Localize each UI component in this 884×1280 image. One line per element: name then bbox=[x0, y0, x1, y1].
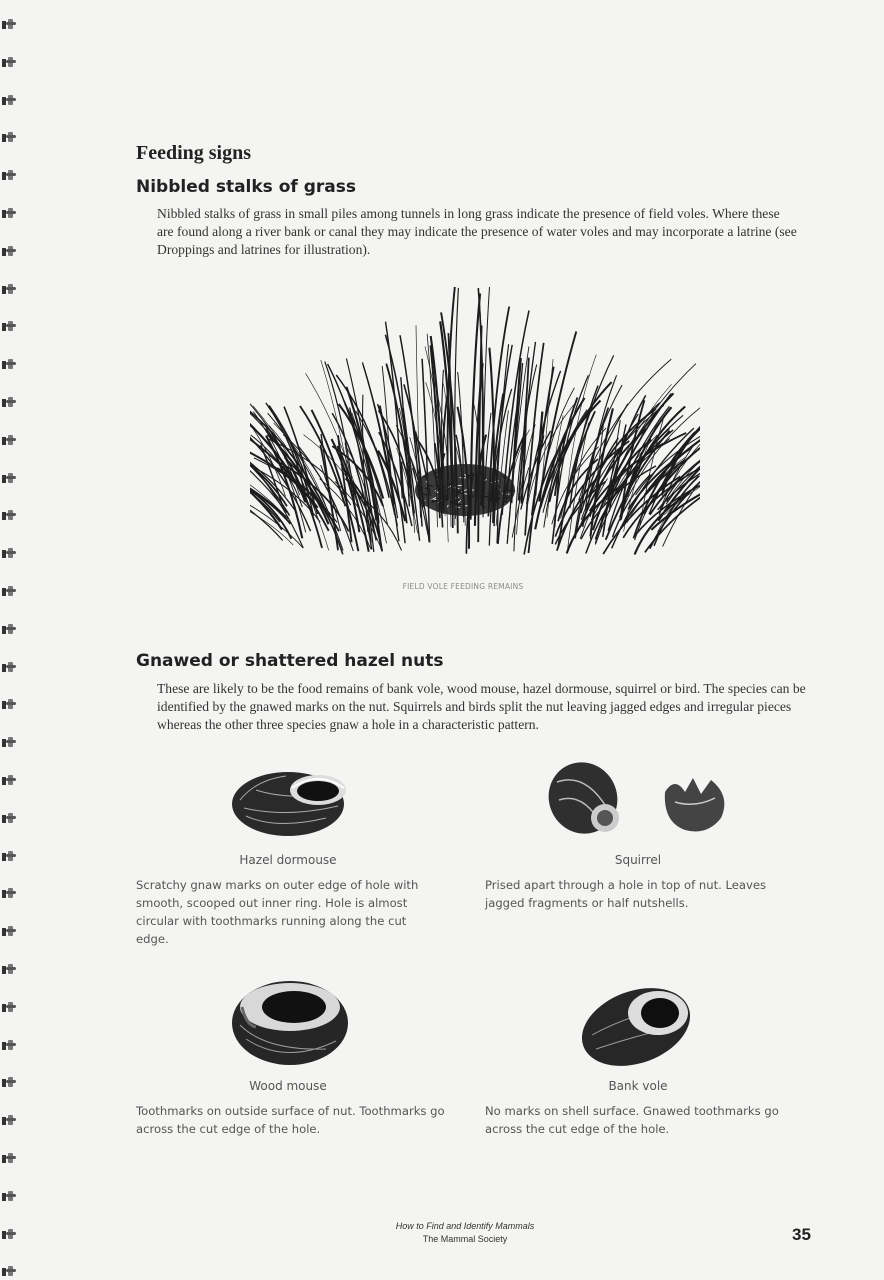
binding-ring bbox=[2, 434, 16, 446]
binding-ring bbox=[2, 245, 16, 257]
binding-ring bbox=[2, 698, 16, 710]
binding-ring bbox=[2, 1152, 16, 1164]
illustration-caption: FIELD VOLE FEEDING REMAINS bbox=[402, 582, 524, 591]
binding-ring bbox=[2, 661, 16, 673]
bank-vole-nut-illustration bbox=[578, 975, 708, 1070]
section-title-nuts: Gnawed or shattered hazel nuts bbox=[136, 651, 444, 671]
grass-paragraph: Nibbled stalks of grass in small piles among tunnels in long grass indicate the presence of field voles. Where these are found along a river bank or canal they may indicate the presence of water voles and may incorporate a latrine (see Droppings and latrines for illustration). bbox=[157, 206, 797, 257]
spiral-binding bbox=[0, 0, 26, 1280]
binding-ring bbox=[2, 1001, 16, 1013]
wood-mouse-nut-illustration bbox=[226, 975, 356, 1070]
binding-ring bbox=[2, 963, 16, 975]
binding-ring bbox=[2, 585, 16, 597]
binding-ring bbox=[2, 320, 16, 332]
nut-desc-squirrel: Prised apart through a hole in top of nut. Leaves jagged fragments or half nutshells. bbox=[485, 878, 767, 910]
squirrel-nut-illustration bbox=[535, 752, 745, 842]
binding-ring bbox=[2, 509, 16, 521]
nut-name-hazel-dormouse: Hazel dormouse bbox=[239, 853, 337, 867]
binding-ring bbox=[2, 925, 16, 937]
binding-ring bbox=[2, 1228, 16, 1240]
binding-ring bbox=[2, 283, 16, 295]
binding-ring bbox=[2, 774, 16, 786]
binding-ring bbox=[2, 472, 16, 484]
binding-ring bbox=[2, 887, 16, 899]
section-title-grass: Nibbled stalks of grass bbox=[136, 177, 356, 197]
footer-publisher: The Mammal Society bbox=[422, 1234, 508, 1244]
nuts-paragraph: These are likely to be the food remains of bank vole, wood mouse, hazel dormouse, squirrel or bird. The species can be identified by the gnawed marks on the nut. Squirrels and birds split the nut leaving jagged edges and irregular pieces whereas the other three species gnaw a hole in a characteristic pattern. bbox=[157, 681, 806, 732]
page-heading: Feeding signs bbox=[136, 142, 252, 164]
field-vole-feeding-illustration bbox=[250, 285, 700, 580]
nut-name-wood-mouse: Wood mouse bbox=[249, 1079, 327, 1093]
nut-desc-hazel-dormouse: Scratchy gnaw marks on outer edge of hole with smooth, scooped out inner ring. Hole is almost circular with toothmarks running along the cut edge. bbox=[136, 878, 419, 946]
nut-desc-wood-mouse: Toothmarks on outside surface of nut. Toothmarks go across the cut edge of the hole. bbox=[136, 1104, 445, 1136]
binding-ring bbox=[2, 623, 16, 635]
binding-ring bbox=[2, 1190, 16, 1202]
nut-name-bank-vole: Bank vole bbox=[608, 1079, 668, 1093]
binding-ring bbox=[2, 547, 16, 559]
binding-ring bbox=[2, 207, 16, 219]
binding-ring bbox=[2, 1039, 16, 1051]
binding-ring bbox=[2, 56, 16, 68]
binding-ring bbox=[2, 358, 16, 370]
binding-ring bbox=[2, 1114, 16, 1126]
binding-ring bbox=[2, 736, 16, 748]
binding-ring bbox=[2, 1076, 16, 1088]
binding-ring bbox=[2, 812, 16, 824]
binding-ring bbox=[2, 131, 16, 143]
nut-name-squirrel: Squirrel bbox=[614, 853, 662, 867]
page-number: 35 bbox=[792, 1225, 811, 1244]
nut-desc-bank-vole: No marks on shell surface. Gnawed toothmarks go across the cut edge of the hole. bbox=[485, 1104, 779, 1136]
binding-ring bbox=[2, 1265, 16, 1277]
hazel-dormouse-nut-illustration bbox=[226, 760, 356, 840]
page-footer bbox=[340, 1220, 590, 1246]
footer-book-title: How to Find and Identify Mammals bbox=[395, 1221, 535, 1231]
binding-ring bbox=[2, 396, 16, 408]
binding-ring bbox=[2, 850, 16, 862]
binding-ring bbox=[2, 18, 16, 30]
binding-ring bbox=[2, 94, 16, 106]
binding-ring bbox=[2, 169, 16, 181]
